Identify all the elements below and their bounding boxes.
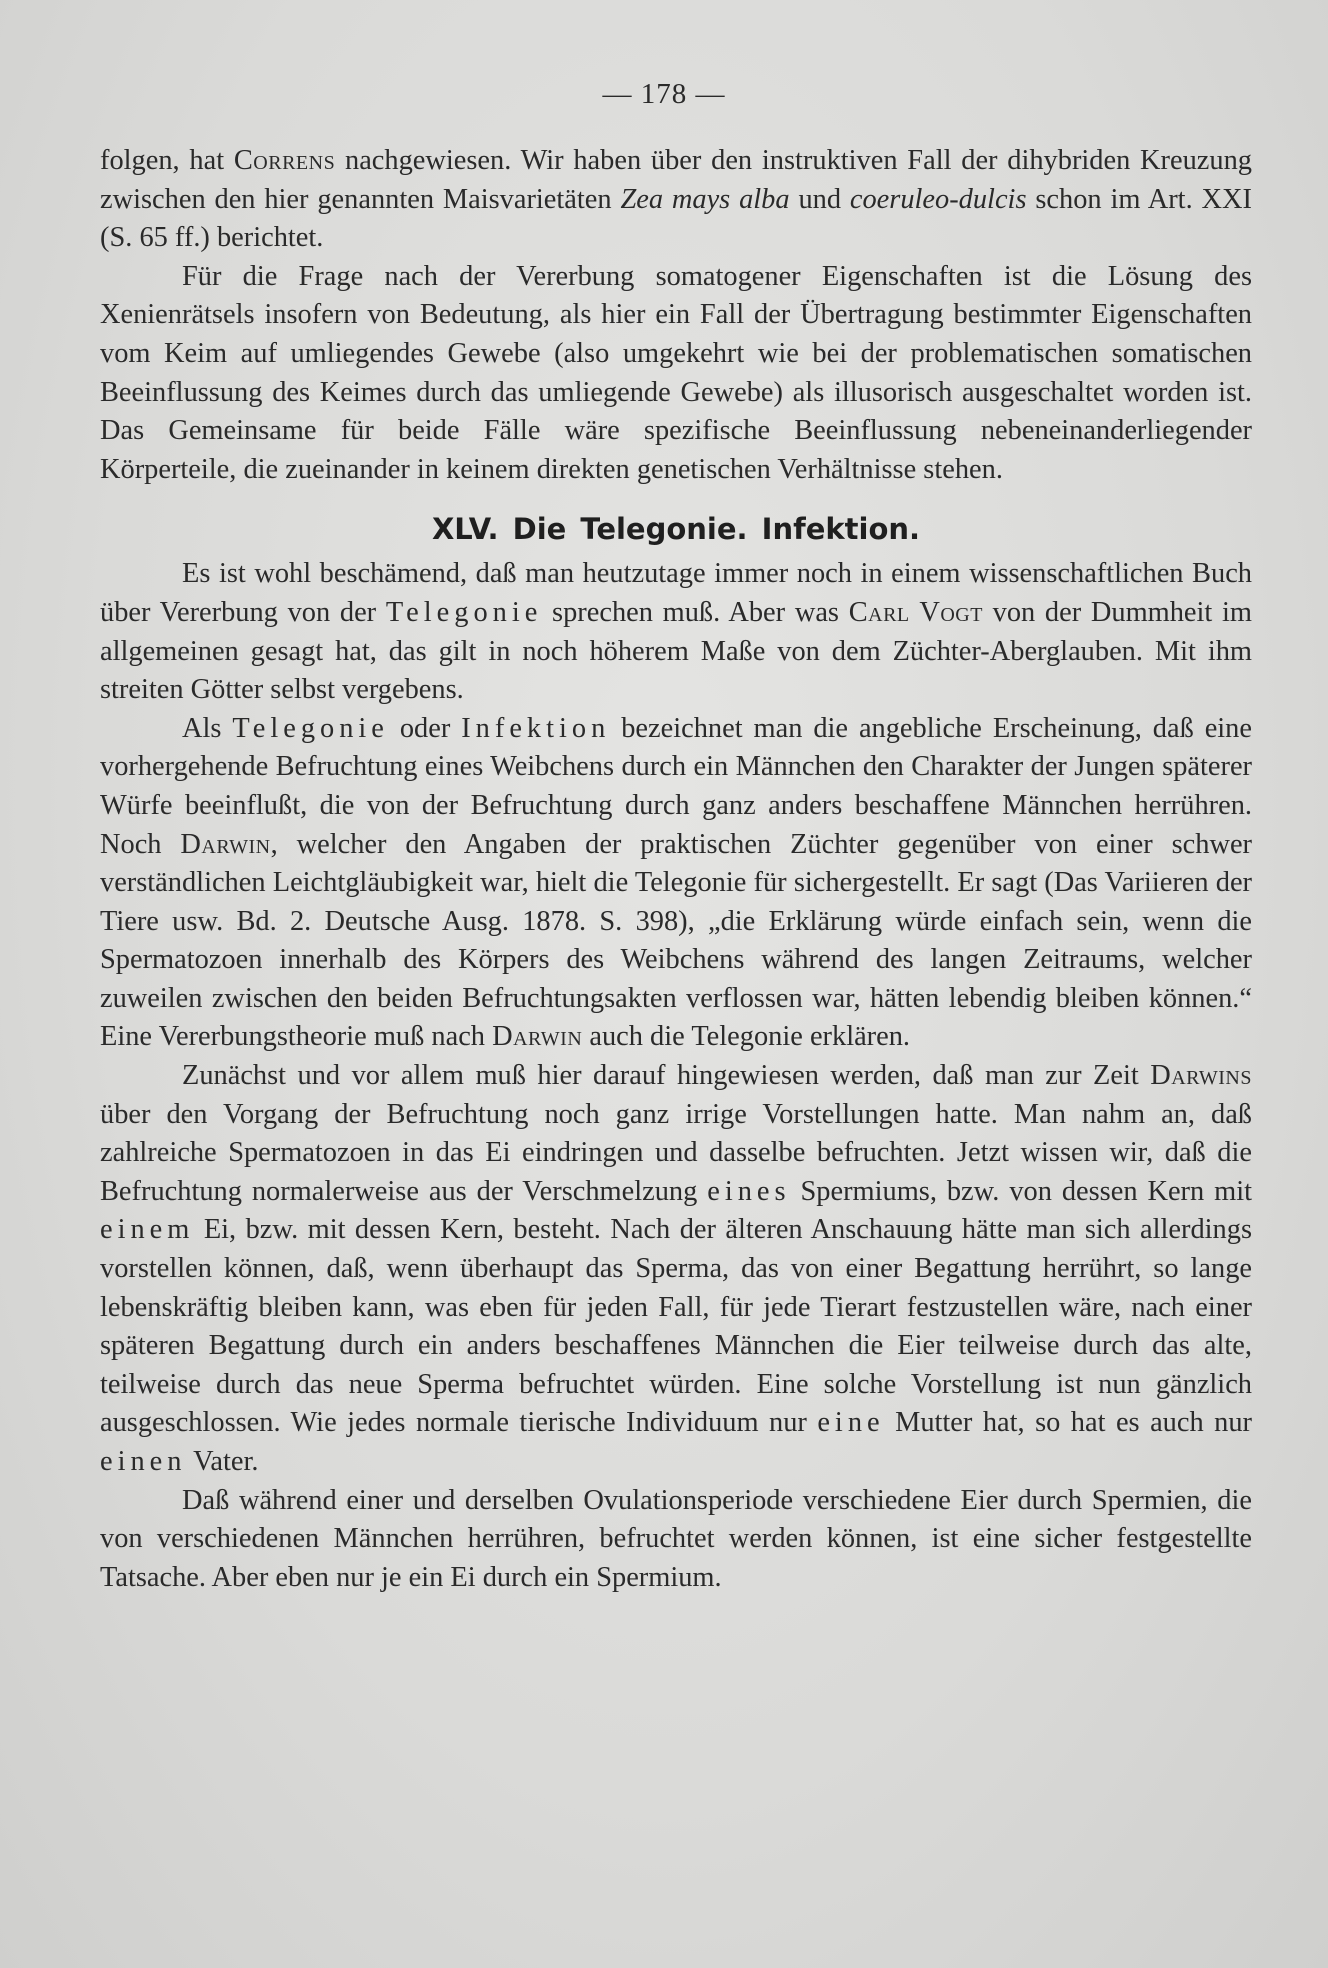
text-run: , welcher den Angaben der praktischen Züchter gegenüber von einer schwer verständlichen Leichtgläubigkeit war, hielt die Telegonie für sichergestellt. Er sagt (Das Variieren der Tiere usw. Bd. 2. Deutsche Ausg. 1878. S. 398), „die Erklärung würde einfach sein, wenn die Spermatozoen innerhalb des Körpers des Weibchens während des langen Zeitraums, welcher zuweilen zwischen den beiden Befruchtungsakten verflossen war, hätten lebendig bleiben können.“ Eine Vererbungstheorie muß nach — [100, 828, 1253, 1053]
text-run: folgen, hat — [100, 145, 234, 176]
paragraph-5 — [100, 1057, 1252, 1482]
paragraph-6: Daß während einer und derselben Ovulationsperiode verschiedene Eier durch Spermien, die von verschiedenen Männchen herrühren, befruchtet werden können, ist eine sicher festgestellte Tatsache. Aber eben nur je ein Ei durch ein Spermium. — [100, 1484, 1252, 1593]
text-run: schon im Art. XXI (S. 65 ff.) berichtet. — [100, 183, 1252, 254]
species-name: Zea mays alba — [620, 183, 790, 215]
author-name: Darwin — [180, 828, 271, 860]
text-run: von der Dummheit im allgemeinen gesagt hat, das gilt in noch höherem Maße von dem Züchter-Aberglauben. Mit ihm streiten Götter selbst vergebens. — [100, 596, 1252, 706]
text-run: Es ist wohl beschämend, daß man heutzutage immer noch in einem wissenschaftlichen Buch über Vererbung von der — [100, 558, 1252, 628]
author-name: Darwin — [492, 1021, 583, 1053]
text-run: Als — [182, 712, 233, 744]
paragraph-4 — [100, 710, 1252, 1057]
text-run: Zunächst und vor allem muß hier darauf hingewiesen werden, daß man zur Zeit — [182, 1060, 1151, 1092]
text-run: Ei, bzw. mit dessen Kern, besteht. Nach der älteren Anschauung hätte man sich allerdings vorstellen können, daß, wenn überhaupt das Sperma, das von einer Begattung herrührt, so lange lebenskräftig bleiben kann, was eben für jeden Fall, für jede Tierart festzustellen wäre, nach einer späteren Begattung durch ein anders beschaffenes Männchen die Eier teilweise durch das alte, teilweise durch das neue Sperma befruchtet würden. Eine solche Vorstellung ist nun gänzlich ausgeschlossen. Wie jedes normale tierische Individuum nur — [100, 1214, 1252, 1439]
text-run: oder — [388, 712, 462, 744]
text-run: bezeichnet man die angebliche Erscheinung, daß eine vorhergehende Befruchtung eines Weibchens durch ein Männchen den Charakter der Jungen späterer Würfe beeinflußt, die von der Befruchtung durch ganz anders beschaffene Männchen herrühren. Noch — [100, 712, 1252, 860]
text-run: Mutter hat, so hat es auch nur — [884, 1407, 1252, 1439]
text-run: Spermiums, bzw. von dessen Kern mit — [790, 1175, 1252, 1207]
paragraph-2: Für die Frage nach der Vererbung somatogener Eigenschaften ist die Lösung des Xenienrätsels insofern von Bedeutung, als hier ein Fall der Übertragung bestimmter Eigenschaften vom Keim auf umliegendes Gewebe (also umgekehrt wie bei der problematischen somatischen Beeinflussung des Keimes durch das umliegende Gewebe) als illusorisch ausgeschaltet worden ist. Das Gemeinsame für beide Fälle wäre spezifische Beeinflussung nebeneinanderliegender Körperteile, die zueinander in keinem direkten genetischen Verhältnisse stehen. — [100, 260, 1252, 485]
emphasis-term: Telegonie — [232, 712, 389, 744]
section-heading: XLV. Die Telegonie. Infektion. — [431, 512, 921, 547]
variety-name: coeruleo-dulcis — [849, 183, 1027, 215]
paragraph-3 — [100, 555, 1252, 709]
paragraph-1 — [100, 142, 1252, 258]
page-number: — 178 — — [602, 78, 726, 110]
text-run: und — [789, 183, 850, 215]
emphasis-term: einem — [100, 1214, 195, 1246]
emphasis-term: Telegonie — [385, 596, 543, 628]
author-name: Carl Vogt — [848, 596, 983, 628]
author-name: Darwins — [1150, 1060, 1252, 1092]
text-run: sprechen muß. Aber was — [542, 596, 849, 628]
text-run: auch die Telegonie erklären. — [582, 1021, 911, 1053]
page-body — [100, 142, 1252, 1597]
author-name: Correns — [233, 145, 336, 176]
emphasis-term: Infektion — [461, 712, 611, 744]
emphasis-term: einen — [100, 1446, 187, 1477]
text-run: nachgewiesen. Wir haben über den instruktiven Fall der dihybriden Kreuzung zwischen den hier genannten Maisvarietäten — [100, 145, 1252, 215]
text-run: Vater. — [186, 1446, 259, 1477]
emphasis-term: eine — [817, 1407, 885, 1439]
text-run: über den Vorgang der Befruchtung noch ganz irrige Vorstellungen hatte. Man nahm an, daß zahlreiche Spermatozoen in das Ei eindringen und dasselbe befruchten. Jetzt wissen wir, daß die Befruchtung normalerweise aus der Verschmelzung — [100, 1098, 1252, 1207]
emphasis-term: eines — [707, 1175, 791, 1207]
